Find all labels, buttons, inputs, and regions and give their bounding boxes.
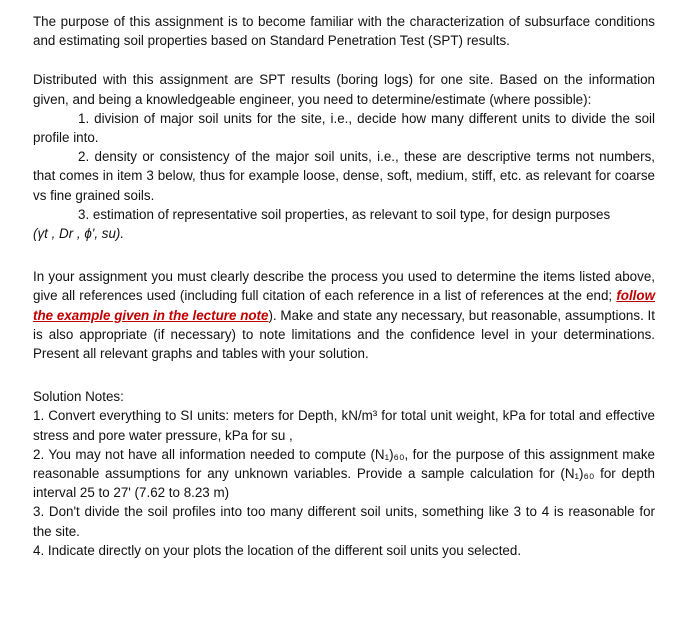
solution-note-4: 4. Indicate directly on your plots the location of the different soil units you selected. <box>33 542 522 558</box>
soil-property-symbols: (γt , Dr , ϕ', su). <box>33 226 125 242</box>
task-item-2: 2. density or consistency of the major soil units, i.e., these are descriptive terms not numbers, that comes in item 3 below, thus for example loose, dense, soft, medium, stiff, etc. as relevant for coarse vs fine grained soils. <box>33 149 655 203</box>
solution-note-3: 3. Don't divide the soil profiles into too many different soil units, something like 3 to 4 is reasonable for the site. <box>33 504 655 539</box>
assignment-document <box>33 12 655 560</box>
solution-note-1: 1. Convert everything to SI units: meters for Depth, kN/m³ for total unit weight, kPa for total and effective stress and pore water pressure, kPa for su , <box>33 408 655 443</box>
assignment-paragraph <box>33 267 655 363</box>
assignment-text-start: In your assignment you must clearly describe the process you used to determine the items listed above, give all references used (including full citation of each reference in a list of references at the end; <box>33 269 655 304</box>
task-item-3 <box>33 205 655 243</box>
lecture-note-link[interactable]: follow the example given in the lecture note <box>33 288 655 323</box>
distributed-paragraph: Distributed with this assignment are SPT results (boring logs) for one site. Based on the information given, and being a knowledgeable engineer, you need to determine/estimate (where possible): <box>33 72 655 107</box>
task-item-3-text: 3. estimation of representative soil properties, as relevant to soil type, for design purposes <box>78 206 611 222</box>
intro-paragraph: The purpose of this assignment is to become familiar with the characterization of subsurface conditions and estimating soil properties based on Standard Penetration Test (SPT) results. <box>33 14 655 49</box>
solution-notes-heading: Solution Notes: <box>33 389 124 405</box>
assignment-text-end: ). Make and state any necessary, but reasonable, assumptions. It is also appropriate (if necessary) to note limitations and the confidence level in your determinations. Present all relevant graphs and tables with your solution. <box>33 307 655 362</box>
solution-note-2: 2. You may not have all information needed to compute (N₁)₆₀, for the purpose of this assignment make reasonable assumptions for any unknown variables. Provide a sample calculation for (N₁)₆₀ for depth interval 25 to 27' (7.62 to 8.23 m) <box>33 446 655 501</box>
task-item-1: 1. division of major soil units for the site, i.e., decide how many different units to divide the soil profile into. <box>33 110 655 146</box>
